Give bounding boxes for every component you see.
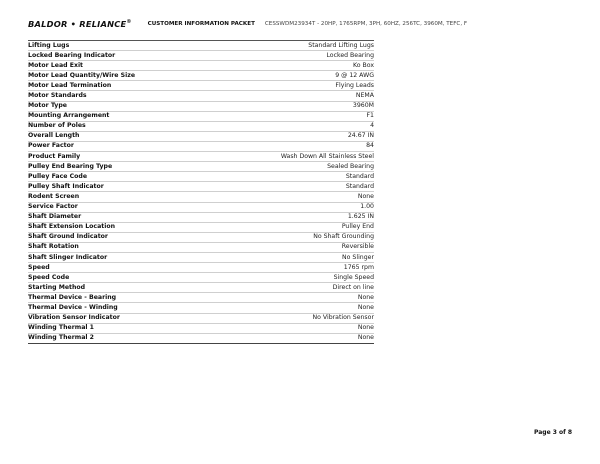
spec-label: Shaft Slinger Indicator (28, 253, 108, 261)
spec-value: NEMA (355, 92, 374, 100)
spec-label: Pulley End Bearing Type (28, 162, 113, 170)
spec-value: Single Speed (333, 273, 374, 281)
spec-row (28, 243, 374, 253)
packet-title: CUSTOMER INFORMATION PACKET (147, 21, 255, 27)
spec-label: Starting Method (28, 283, 86, 291)
spec-value: Flying Leads (335, 81, 374, 89)
spec-label: Pulley Shaft Indicator (28, 182, 104, 190)
spec-value: Standard (345, 172, 374, 180)
brand-logo (28, 19, 132, 29)
spec-value: Direct on line (332, 283, 374, 291)
spec-row (28, 142, 374, 152)
spec-row (28, 152, 374, 162)
spec-value: Pulley End (341, 223, 374, 231)
spec-row (28, 192, 374, 202)
spec-row (28, 182, 374, 192)
spec-row (28, 203, 374, 213)
spec-value: 84 (366, 142, 374, 150)
spec-row (28, 303, 374, 313)
spec-row (28, 293, 374, 303)
spec-row (28, 223, 374, 233)
spec-row (28, 324, 374, 334)
spec-label: Locked Bearing Indicator (28, 51, 116, 59)
spec-value: 4 (370, 122, 374, 130)
spec-label: Motor Standards (28, 92, 87, 100)
spec-row (28, 61, 374, 71)
spec-value: Standard Lifting Lugs (308, 41, 374, 49)
spec-label: Speed Code (28, 273, 70, 281)
spec-row (28, 213, 374, 223)
spec-value: No Shaft Grounding (313, 233, 374, 241)
spec-value: None (357, 334, 374, 342)
page-number: Page 3 of 8 (534, 429, 572, 436)
spec-value: Sealed Bearing (327, 162, 374, 170)
spec-value: Ko Box (352, 61, 374, 69)
spec-row (28, 273, 374, 283)
spec-label: Rodent Screen (28, 192, 80, 200)
spec-value: Reversible (341, 243, 374, 251)
spec-value: 9 @ 12 AWG (335, 71, 374, 79)
spec-label: Lifting Lugs (28, 41, 70, 49)
spec-value: 24.67 IN (347, 132, 374, 140)
spec-row (28, 172, 374, 182)
logo-text: BALDOR • RELIANCE (28, 19, 127, 29)
spec-row (28, 41, 374, 51)
spec-row (28, 81, 374, 91)
spec-value: None (357, 303, 374, 311)
spec-row (28, 233, 374, 243)
spec-label: Service Factor (28, 203, 78, 211)
spec-label: Motor Lead Exit (28, 61, 84, 69)
document-header (28, 17, 588, 31)
spec-value: F1 (366, 112, 374, 120)
spec-label: Shaft Ground Indicator (28, 233, 108, 241)
spec-value: None (357, 293, 374, 301)
spec-label: Motor Lead Quantity/Wire Size (28, 71, 136, 79)
spec-row (28, 71, 374, 81)
spec-row (28, 253, 374, 263)
spec-value: 1.625 IN (347, 213, 374, 221)
spec-label: Thermal Device - Winding (28, 303, 118, 311)
spec-row (28, 283, 374, 293)
spec-label: Overall Length (28, 132, 80, 140)
spec-row (28, 112, 374, 122)
spec-row (28, 91, 374, 101)
registered-mark: ® (126, 19, 132, 26)
spec-label: Shaft Extension Location (28, 223, 116, 231)
spec-value: 3960M (352, 102, 374, 110)
spec-value: 1.00 (360, 203, 374, 211)
spec-label: Vibration Sensor Indicator (28, 314, 120, 322)
spec-table (28, 40, 374, 344)
spec-label: Power Factor (28, 142, 74, 150)
spec-row (28, 51, 374, 61)
spec-row (28, 162, 374, 172)
spec-row (28, 132, 374, 142)
spec-label: Shaft Rotation (28, 243, 79, 251)
spec-value: Locked Bearing (326, 51, 374, 59)
spec-label: Product Family (28, 152, 81, 160)
spec-row (28, 263, 374, 273)
spec-row (28, 314, 374, 324)
spec-label: Number of Poles (28, 122, 86, 130)
model-description: CESSWDM23934T - 20HP, 1765RPM, 3PH, 60HZ, 256TC, 3960M, TEFC, F (264, 21, 468, 27)
spec-label: Pulley Face Code (28, 172, 88, 180)
spec-value: 1765 rpm (343, 263, 374, 271)
spec-label: Motor Lead Termination (28, 81, 112, 89)
spec-label: Thermal Device - Bearing (28, 293, 117, 301)
spec-row (28, 122, 374, 132)
spec-label: Mounting Arrangement (28, 112, 110, 120)
spec-value: No Vibration Sensor (312, 314, 374, 322)
spec-value: Standard (345, 182, 374, 190)
spec-value: No Slinger (342, 253, 374, 261)
spec-label: Shaft Diameter (28, 213, 82, 221)
spec-value: None (357, 192, 374, 200)
spec-value: None (357, 324, 374, 332)
spec-label: Winding Thermal 2 (28, 334, 94, 342)
spec-row (28, 102, 374, 112)
spec-row (28, 334, 374, 344)
spec-label: Winding Thermal 1 (28, 324, 94, 332)
spec-label: Motor Type (28, 102, 67, 110)
spec-value: Wash Down All Stainless Steel (280, 152, 374, 160)
spec-label: Speed (28, 263, 50, 271)
